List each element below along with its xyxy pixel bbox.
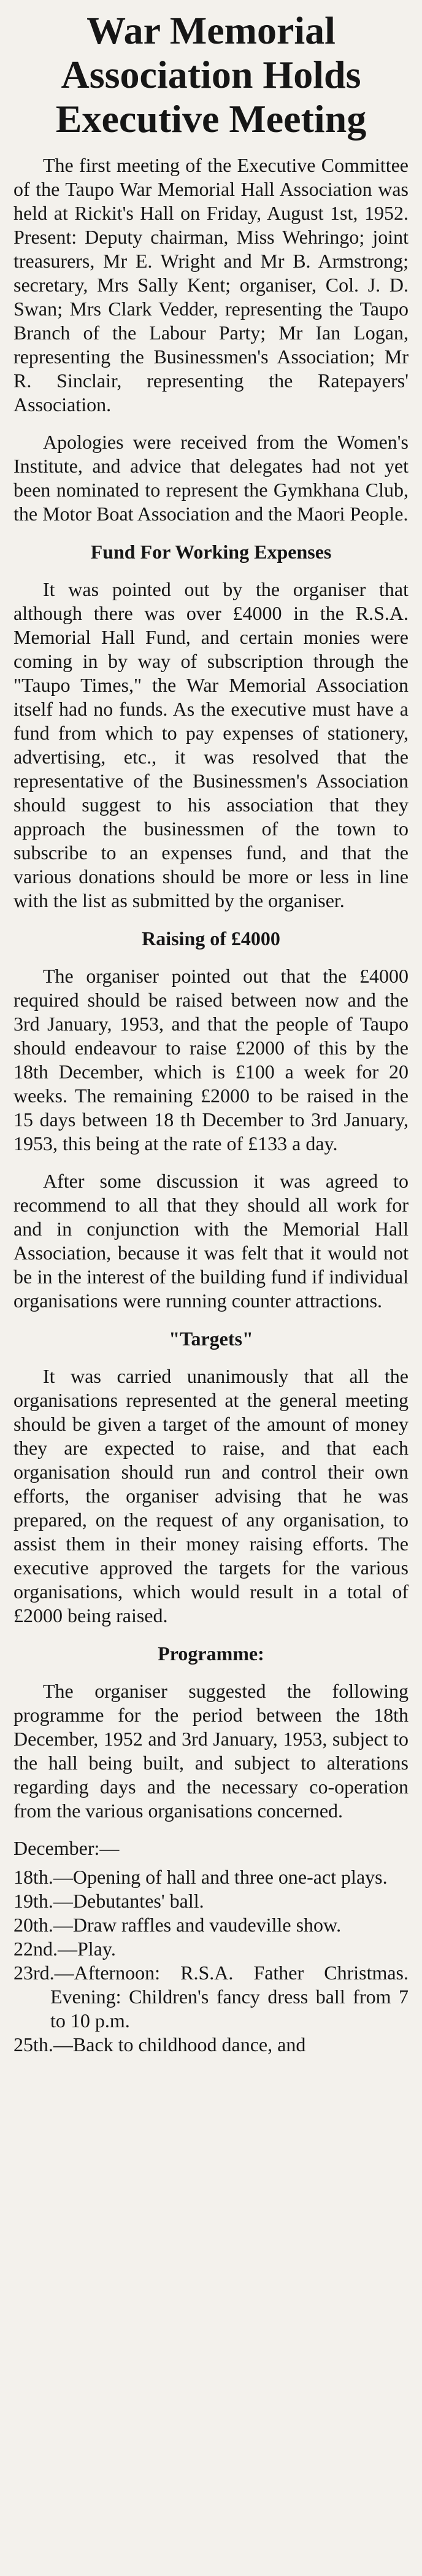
article-body: [13, 153, 409, 2057]
schedule-month: December:—: [13, 1837, 120, 1859]
schedule-item: 18th.—Opening of hall and three one-act plays.: [13, 1866, 388, 1888]
schedule-list: [13, 1865, 409, 2057]
schedule-item: 23rd.—Afternoon: R.S.A. Father Christmas. Evening: Children's fancy dress ball from 7 to 10 p.m.: [13, 1962, 409, 2032]
schedule-item: 22nd.—Play.: [13, 1938, 116, 1960]
section-heading-programme: Programme:: [158, 1642, 264, 1665]
intro-paragraph-2: Apologies were received from the Women's Institute, and advice that delegates had not yet been nominated to represent the Gymkhana Club, the Motor Boat Association and the Maori People.: [13, 431, 409, 525]
section-heading-expenses: Fund For Working Expenses: [90, 541, 332, 563]
raising-paragraph-1: The organiser pointed out that the £4000 required should be raised between now and the 3rd January, 1953, and that the people of Taupo should endeavour to raise £2000 of this by the 18th December, which is £100 a week for 20 weeks. The remaining £2000 to be raised in the 15 days between 18 th December to 3rd January, 1953, this being at the rate of £133 a day.: [13, 965, 409, 1155]
intro-paragraph-1: The first meeting of the Executive Committee of the Taupo War Memorial Hall Association was held at Rickit's Hall on Friday, August 1st, 1952. Present: Deputy chairman, Miss Wehringo; joint treasurers, Mr E. Wright and Mr B. Armstrong; secretary, Mrs Sally Kent; organiser, Col. J. D. Swan; Mrs Clark Vedder, representing the Taupo Branch of the Labour Party; Mr Ian Logan, representing the Businessmen's Association; Mr R. Sinclair, representing the Ratepayers' Association.: [13, 154, 409, 416]
raising-paragraph-2: After some discussion it was agreed to recommend to all that they should all work for and in conjunction with the Memorial Hall Association, because it was felt that it would not be in the interest of the building fund if individual organisations were running counter attractions.: [13, 1170, 409, 1312]
targets-paragraph: It was carried unanimously that all the organisations represented at the general meeting should be given a target of the amount of money they are expected to raise, and that each organisation should run and control their own efforts, the organiser advising that he was prepared, on the request of any organisation, to assist them in their money raising efforts. The executive approved the targets for the various organisations, which would result in a total of £2000 being raised.: [13, 1365, 409, 1626]
programme-paragraph: The organiser suggested the following programme for the period between the 18th December, 1952 and 3rd January, 1953, subject to the hall being built, and subject to alterations regarding days and the necessary co-operation from the various organisations concerned.: [13, 1680, 409, 1822]
section-heading-raising: Raising of £4000: [142, 927, 280, 950]
schedule-item: 19th.—Debutantes' ball.: [13, 1890, 204, 1912]
headline: War Memorial Association Holds Executive Meeting: [55, 9, 367, 141]
expenses-paragraph: It was pointed out by the organiser that although there was over £4000 in the R.S.A. Memorial Hall Fund, and certain monies were coming in by way of subscription through the "Taupo Times," the War Memorial Association itself had no funds. As the executive must have a fund from which to pay expenses of stationery, advertising, etc., it was resolved that the representative of the Businessmen's Association should suggest to his association that they approach the businessmen of the town to subscribe to an expenses fund, and that the various donations should be more or less in line with the list as submitted by the organiser.: [13, 578, 409, 911]
section-heading-targets: "Targets": [169, 1328, 253, 1350]
schedule-item: 20th.—Draw raffles and vaudeville show.: [13, 1914, 342, 1936]
schedule-item: 25th.—Back to childhood dance, and: [13, 2033, 306, 2056]
